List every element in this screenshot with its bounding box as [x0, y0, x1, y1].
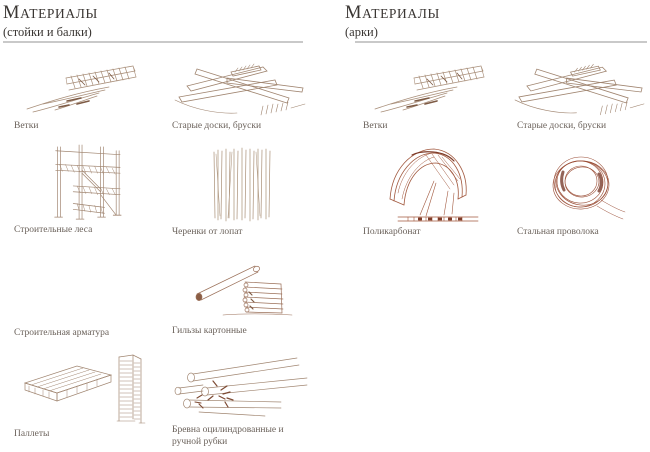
- scaffolding-sketch: [8, 140, 158, 224]
- material-label: Бревна оцилиндрованные и ручной рубки: [172, 425, 284, 448]
- rebar-sketch-empty: [8, 245, 158, 327]
- material-item: [166, 140, 316, 238]
- pallets-sketch: [8, 350, 158, 428]
- material-item: [357, 140, 505, 238]
- branches-sketch: [357, 58, 505, 120]
- branches-sketch: [8, 58, 158, 120]
- material-label: Строительная арматура: [14, 328, 110, 338]
- material-label: Поликарбонат: [363, 227, 421, 237]
- shovel-handles-sketch: [166, 140, 316, 226]
- material-label: Старые доски, бруски: [172, 121, 262, 131]
- material-label: Ветки: [14, 121, 39, 131]
- polycarbonate-sketch: [357, 140, 505, 226]
- old-boards-sketch: [511, 58, 650, 120]
- material-item: [8, 140, 158, 236]
- material-item: [511, 58, 650, 132]
- material-item: [166, 58, 316, 132]
- cardboard-tubes-sketch: [166, 245, 316, 325]
- section-divider: [355, 41, 647, 43]
- section-header-arches: [345, 2, 440, 40]
- material-label: Паллеты: [14, 429, 50, 439]
- material-label: Стальная проволока: [517, 227, 599, 237]
- material-item: [8, 245, 158, 339]
- section-header-posts-beams: [3, 2, 98, 40]
- section-subtitle: (арки): [345, 25, 378, 40]
- material-item: [8, 350, 158, 440]
- material-label: Строительные леса: [14, 225, 93, 235]
- old-boards-sketch: [166, 58, 316, 120]
- material-item: [166, 350, 316, 449]
- material-item: [357, 58, 505, 132]
- section-subtitle: (стойки и балки): [3, 25, 92, 40]
- material-label: Ветки: [363, 121, 388, 131]
- material-item: [511, 140, 650, 238]
- logs-sketch: [166, 350, 316, 424]
- material-label: Черенки от лопат: [172, 227, 243, 237]
- material-label: Гильзы картонные: [172, 326, 247, 336]
- section-divider: [3, 41, 303, 43]
- section-title: МАТЕРИАЛЫ: [3, 3, 98, 23]
- section-title: МАТЕРИАЛЫ: [345, 3, 440, 23]
- material-label: Старые доски, бруски: [517, 121, 607, 131]
- material-item: [166, 245, 316, 337]
- steel-wire-sketch: [511, 140, 650, 226]
- material-item: [8, 58, 158, 132]
